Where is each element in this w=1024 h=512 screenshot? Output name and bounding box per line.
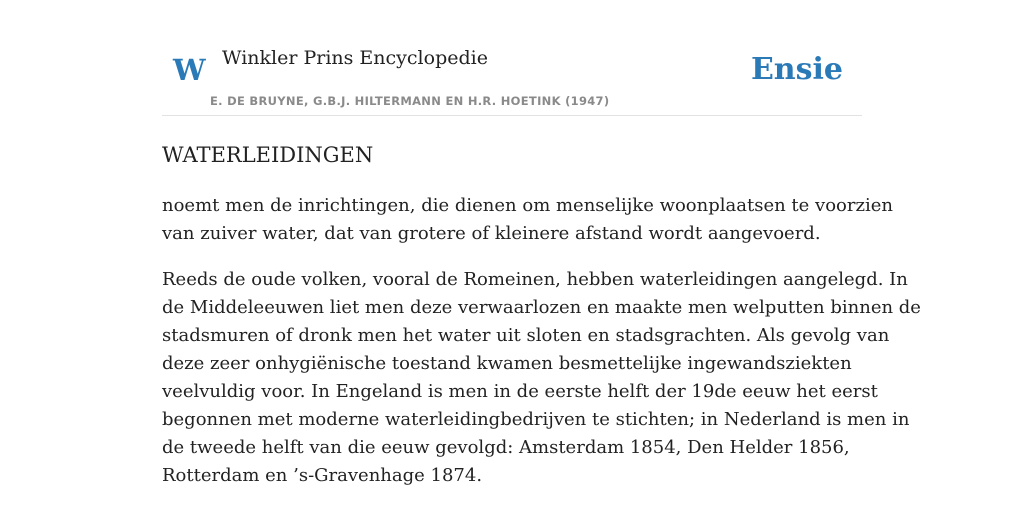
- entry-paragraph-1: [162, 192, 893, 248]
- paragraph-line: Rotterdam en ’s-Gravenhage 1874.: [162, 465, 483, 486]
- source-header: [162, 0, 862, 116]
- paragraph-line: de Middeleeuwen liet men deze verwaarlozen en maakte men welputten binnen de: [162, 297, 921, 318]
- entry-paragraph-2: [162, 266, 921, 490]
- paragraph-line: Reeds de oude volken, vooral de Romeinen, hebben waterleidingen aangelegd. In: [162, 269, 908, 290]
- source-authors: E. DE BRUYNE, G.B.J. HILTERMANN EN H.R. HOETINK (1947): [210, 94, 610, 108]
- entry-title: WATERLEIDINGEN: [162, 143, 374, 167]
- winkler-prins-logo[interactable]: W: [173, 53, 206, 87]
- paragraph-line: deze zeer onhygiënische toestand kwamen besmettelijke ingewandsziekten: [162, 353, 852, 374]
- paragraph-line: begonnen met moderne waterleidingbedrijven te stichten; in Nederland is men in: [162, 409, 910, 430]
- source-book-title[interactable]: Winkler Prins Encyclopedie: [222, 47, 488, 69]
- paragraph-line: noemt men de inrichtingen, die dienen om menselijke woonplaatsen te voorzien: [162, 195, 893, 216]
- paragraph-line: stadsmuren of dronk men het water uit sloten en stadsgrachten. Als gevolg van: [162, 325, 890, 346]
- paragraph-line: veelvuldig voor. In Engeland is men in de eerste helft der 19de eeuw het eerst: [162, 381, 878, 402]
- paragraph-line: de tweede helft van die eeuw gevolgd: Amsterdam 1854, Den Helder 1856,: [162, 437, 850, 458]
- paragraph-line: van zuiver water, dat van grotere of kleinere afstand wordt aangevoerd.: [162, 223, 821, 244]
- ensie-logo[interactable]: Ensie: [750, 52, 843, 87]
- encyclopedia-page: [162, 0, 921, 512]
